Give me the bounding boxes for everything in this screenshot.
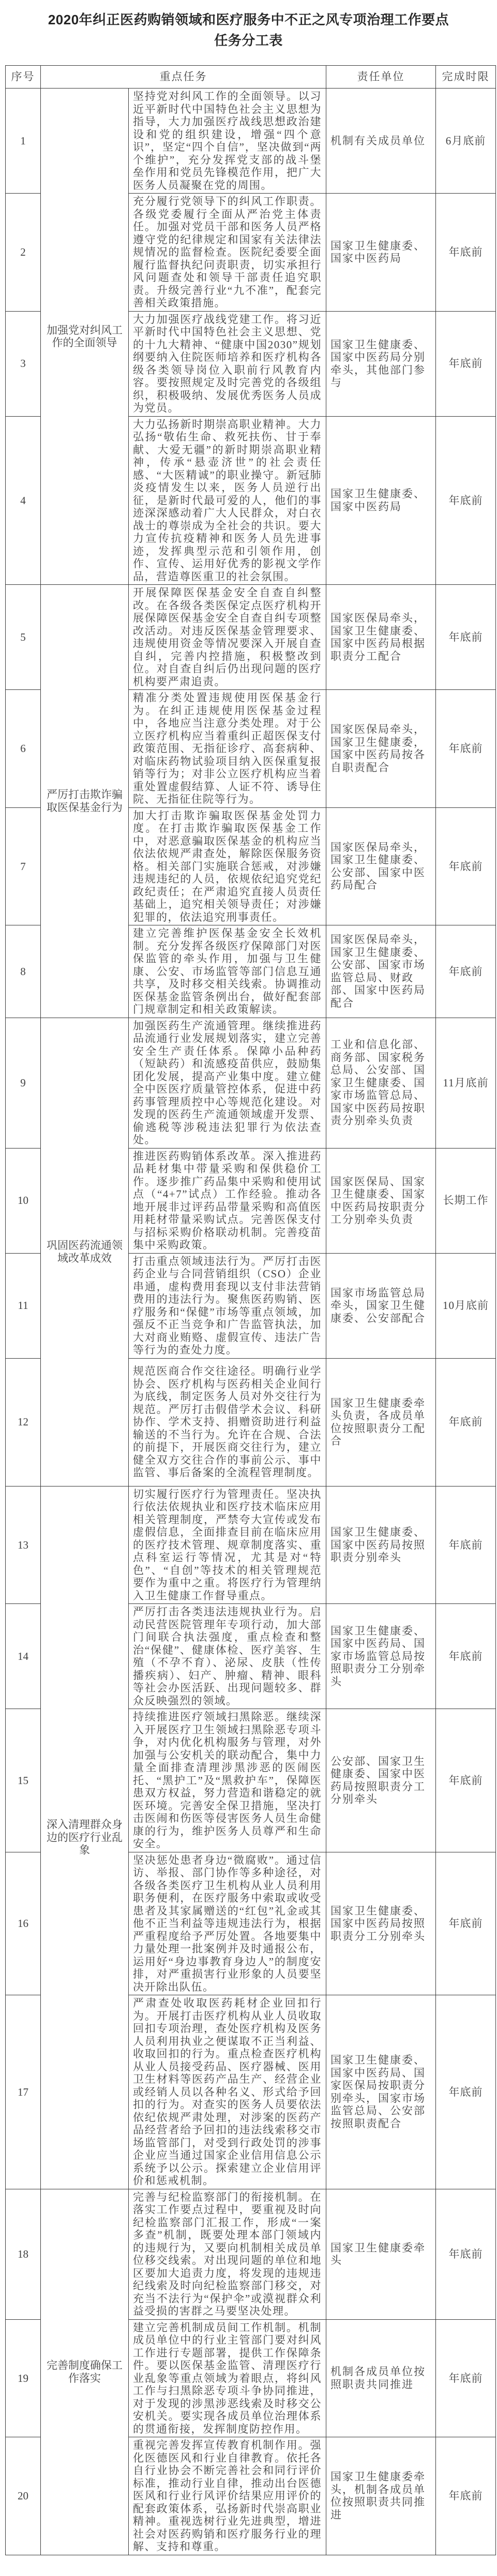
unit-cell: 国家卫生健康委牵头，机制各成员单位按照职责共同推进: [326, 2437, 436, 2555]
unit-cell: 国家医保局、国家卫生健康委、国家中医药局按职责分工分别牵头负责: [326, 1148, 436, 1253]
row-number: 18: [6, 2189, 41, 2319]
header-deadline: 完成时限: [436, 66, 496, 89]
task-cell: 规范医商合作交往途径。明确行业学协会、医疗机构与医药相关企业间行为底线，制定医务人员对外交往行为规范。严厉打击假借学术会议、科研协作、学术支持、捐赠资助进行利益输送的不当行为。允许在合规、合法的前提下，开展医商交往行为，建立健全双方交往合作的事前公示、事中监管、事后备案的全流程管理制度。: [129, 1358, 326, 1486]
task-cell: 建立完善维护医保基金安全长效机制。充分发挥各级医疗保障部门对医保监管的牵头作用，加强与卫生健康、公安、市场监管等部门信息互通共享，及时移交相关线索。协调推动医保基金监管条例出台，做好配套部门规章制定和相关政策解读。: [129, 925, 326, 1018]
task-cell: 持续推进医疗领域扫黑除恶。继续深入开展医疗卫生领域扫黑除恶专项斗争，对内优化机构服务与管理，对外加强与公安机关的联动配合，集中力量全面排查清理涉黑涉恶的医闹医托、“黑护工”及“黑救护车”，保障医患双方权益，努力营造和谐稳定的就医环境。完善安全保卫措施，坚决打击医闹和伤医等侵害医务人员生命健康的行为，维护医务人员尊严和生命安全。: [129, 1709, 326, 1852]
unit-cell: 国家卫生健康委、国家中医药局: [326, 416, 436, 585]
unit-cell: 国家卫生健康委、国家中医药局、国家市场监管总局按照职责分工分别牵头: [326, 1604, 436, 1709]
unit-cell: 国家医保局牵头，国家卫生健康委，国家中医药局按各自职责配合: [326, 690, 436, 808]
unit-cell: 国家市场监管总局牵头，国家卫生健康委、公安部配合: [326, 1253, 436, 1358]
deadline-cell: 年底前: [436, 194, 496, 312]
row-number: 13: [6, 1486, 41, 1604]
deadline-cell: 11月底前: [436, 1018, 496, 1148]
row-number: 17: [6, 1995, 41, 2189]
header-unit: 责任单位: [326, 66, 436, 89]
row-number: 4: [6, 416, 41, 585]
header-task: 重点任务: [41, 66, 326, 89]
row-number: 2: [6, 194, 41, 312]
task-cell: 完善与纪检监察部门的衔接机制。在落实工作要点过程中，要重视及时向纪检监察部门汇报工作，形成“一案多查”机制，既要处理本部门领域内的违规行为，又要向机制相关成员单位移交线索。对出现问题的单位和地区要加大追责力度，将发现的违规违纪线索及时向纪检监察部门移交，对充当不法行为“保护伞”或漠视群众利益受损的害群之马要坚决处理。: [129, 2189, 326, 2319]
unit-cell: 国家卫生健康委、国家中医药局分别牵头，其他部门参与: [326, 311, 436, 416]
unit-cell: 公安部、国家卫生健康委、国家中医药局按照职责分工分别牵头: [326, 1709, 436, 1852]
deadline-cell: 年底前: [436, 585, 496, 690]
task-cell: 坚决惩处患者身边“微腐败”。通过信访、举报、部门协作等多种途径，对各级各类医疗卫生机构从业人员利用职务便利，在医疗服务中索取或收受患者及其家属赠送的“红包”礼金或其他不正当利益等违规违法行为，根据严重程度给予严厉处置。各地要集中力量处理一批案例并及时通报公布，运用好“身边事教育身边人”的制度安排，对严重损害行业形象的人员要坚决开除出队伍。: [129, 1852, 326, 1995]
row-number: 10: [6, 1148, 41, 1253]
deadline-cell: 年底前: [436, 1709, 496, 1852]
table-header-row: [6, 66, 496, 89]
document-title: [16, 9, 481, 51]
deadline-cell: 6月底前: [436, 89, 496, 194]
deadline-cell: 年底前: [436, 1995, 496, 2189]
task-cell: 推进医药购销体系改革。深入推进药品耗材集中带量采购和保供稳价工作。逐步推广药品集中采购和使用试点（“4+7”试点）工作经验。推动各地开展非过评药品带量采购和高值医用耗材带量采购试点。完善医保支付与招标采购价格联动机制。完善疫苗集中采购政策。: [129, 1148, 326, 1253]
deadline-cell: 年底前: [436, 2189, 496, 2319]
table-row: [6, 2189, 496, 2319]
row-number: 9: [6, 1018, 41, 1148]
document-title-line2: 任务分工表: [214, 33, 283, 48]
deadline-cell: 年底前: [436, 1358, 496, 1486]
group-label-cell: 深入清理群众身边的医疗行业乱象: [41, 1486, 129, 2189]
deadline-cell: 年底前: [436, 1486, 496, 1604]
unit-cell: 机制各成员单位按照职责共同推进: [326, 2319, 436, 2437]
row-number: 19: [6, 2319, 41, 2437]
task-cell: 开展保障医保基金安全自查自纠整改。在各级各类医保定点医疗机构开展保障医保基金安全自查自纠专项整改活动。对违反医保基金管理要求、违规使用资金等情况要深入开展自查自纠，完善内控措施，积极整改到位。对自查自纠后仍出现问题的医疗机构要严肃追责。: [129, 585, 326, 690]
unit-cell: 国家医保局牵头，国家卫生健康委、国家中医药局根据职责分工配合: [326, 585, 436, 690]
task-cell: 充分履行党领导下的纠风工作职责。各级党委履行全面从严治党主体责任。加强对党员干部和医务人员严格遵守党的纪律规定和国家有关法律法规情况的监督检查。医院纪委要全面履行监督执纪问责职责，切实承担行风问题查处和领导干部责任追究职责。升级完善行业“九不准”，配套完善相关政策措施。: [129, 194, 326, 312]
deadline-cell: 年底前: [436, 1604, 496, 1709]
document-title-line1: 2020年纠正医药购销领域和医疗服务中不正之风专项治理工作要点: [48, 12, 449, 27]
row-number: 11: [6, 1253, 41, 1358]
table-row: [6, 585, 496, 690]
group-label-cell: 完善制度确保工作落实: [41, 2189, 129, 2555]
row-number: 8: [6, 925, 41, 1018]
unit-cell: 机制有关成员单位: [326, 89, 436, 194]
deadline-cell: 年底前: [436, 925, 496, 1018]
unit-cell: 国家卫生健康委、国家中医药局、国家医保局按职责分别牵头，国家市场监管总局、公安部按照职责配合: [326, 1995, 436, 2189]
task-cell: 严厉打击各类违法违规执业行为。启动民营医院管理年专项行动，加大部门间联合执法强度，重点检查和整治“保健”、健康体检、医疗美容、生殖（不孕不育）、泌尿、皮肤（性传播疾病）、妇产、肿瘤、精神、眼科等社会办医活跃、出现问题较多、群众反映强烈的领域。: [129, 1604, 326, 1709]
unit-cell: 国家卫生健康委、国家中医药局按照职责分工分别牵头: [326, 1852, 436, 1995]
unit-cell: 国家医保局牵头，国家卫生健康委、公安部、国家市场监管总局、财政部、国家中医药局配合: [326, 925, 436, 1018]
unit-cell: 国家卫生健康委、国家中医药局: [326, 194, 436, 312]
row-number: 1: [6, 89, 41, 194]
group-label-cell: 加强党对纠风工作的全面领导: [41, 89, 129, 585]
row-number: 7: [6, 807, 41, 925]
task-cell: 建立完善机制成员间工作机制。机制成员单位中的行业主管部门要对纠风工作进行专题部署，提供工作保障条件。要以医保基金监管、清理医疗行业乱象等重点领域为着眼点，将纠风工作与扫黑除恶专项斗争协同推进，对于发现的涉黑涉恶线索及时移交公安机关。要实现各成员单位治理体系的贯通衔接，发挥制度防控作用。: [129, 2319, 326, 2437]
group-label-cell: 巩固医药流通领域改革成效: [41, 1018, 129, 1486]
task-cell: 坚持党对纠风工作的全面领导。以习近平新时代中国特色社会主义思想为指导，大力加强医疗战线思想政治建设和党的组织建设，增强“四个意识”，坚定“四个自信”，坚决做到“两个维护”，充分发挥党支部的战斗堡垒作用和党员先锋模范作用，把广大医务人员凝聚在党的周围。: [129, 89, 326, 194]
task-cell: 打击重点领域违法行为。严厉打击医药企业与合同营销组织（CSO）企业串通，虚构费用套现以支付非法营销费用的违法行为。聚焦医药购销、医疗服务和“保健”市场等重点领域，加强反不正当竞争和广告监管执法，加大对商业贿赂、虚假宣传、违法广告等行为的查处力度。: [129, 1253, 326, 1358]
unit-cell: 工业和信息化部、商务部、国家税务总局、公安部、国家卫生健康委、国家市场监管总局、国家中医药局按职责分别牵头负责: [326, 1018, 436, 1148]
row-number: 15: [6, 1709, 41, 1852]
deadline-cell: 年底前: [436, 2437, 496, 2555]
unit-cell: 国家卫生健康委牵头: [326, 2189, 436, 2319]
task-cell: 加强医药生产流通管理。继续推进药品流通行业发展规划落实，建立完善安全生产责任体系。保障小品种药（短缺药）和流感疫苗供应，鼓励集团化发展，提高产业集中度。建立健全中医医疗质量管控体系，促进中药药事管理质控中心等规范化建设。对发现的医药生产流通领域虚开发票、偷逃税等涉税违法犯罪行为依法查处。: [129, 1018, 326, 1148]
table-row: [6, 89, 496, 194]
task-cell: 精准分类处置违规使用医保基金行为。在纠正违规使用医保基金过程中，各地应当注意分类处理。对于公立医疗机构应当着重纠正超医保支付政策范围、无指征诊疗、高套病种、对临床药物试验项目纳入医保重复报销等行为；对非公立医疗机构应当着重处置虚假结算、人证不符、诱导住院、无指征住院等行为。: [129, 690, 326, 808]
task-cell: 加大打击欺诈骗取医保基金处罚力度。在打击欺诈骗取医保基金工作中，对恶意骗取医保基金的机构应当依法依规严肃查处，解除医保服务资格。相关部门实施联合惩戒，对涉嫌违规违纪的人员，依规依纪追究党纪政纪责任；在严肃追究直接人员责任基础上，追究相关领导责任；对涉嫌犯罪的，依法追究刑事责任。: [129, 807, 326, 925]
row-number: 12: [6, 1358, 41, 1486]
deadline-cell: 年底前: [436, 311, 496, 416]
deadline-cell: 年底前: [436, 1852, 496, 1995]
task-cell: 大力弘扬新时期崇高职业精神。大力弘扬“敬佑生命、救死扶伤、甘于奉献、大爱无疆”的新时期崇高职业精神，传承“悬壶济世”的社会责任感、“大医精诚”的职业操守。新冠肺炎疫情发生以来，医务人员逆行出征，是新时代最可爱的人，他们的事迹深深感动着广大人民群众，对白衣战士的尊崇成为全社会的共识。要大力宣传抗疫精神和医务人员先进事迹，发挥典型示范和引领作用，创作、宣传、运用好优秀的影视文学作品，营造尊医重卫的社会氛围。: [129, 416, 326, 585]
task-cell: 大力加强医疗战线党建工作。将习近平新时代中国特色社会主义思想、党的十九大精神、“健康中国2030”规划纲要纳入住院医师培养和医疗机构各级各类领导岗位入职前行风教育内容。要按照规定及时完善党的各级组织，积极吸纳、发展优秀医务人员成为党员。: [129, 311, 326, 416]
deadline-cell: 年底前: [436, 807, 496, 925]
row-number: 20: [6, 2437, 41, 2555]
deadline-cell: 年底前: [436, 416, 496, 585]
unit-cell: 国家卫生健康委牵头负责，各成员单位按照职责分工配合: [326, 1358, 436, 1486]
row-number: 5: [6, 585, 41, 690]
table-row: [6, 1486, 496, 1604]
task-cell: 切实履行医疗行为管理责任。坚决执行依法依规执业和医疗技术临床应用相关管理制度，严禁夸大宣传或发布虚假信息，全面排查目前在临床应用的医疗技术管理、规章制度落实、重点科室运行等情况，尤其是对“特色”、“自创”等技术的相关管理规范要作为重中之重。将医疗行为管理纳入卫生健康工作督导重点。: [129, 1486, 326, 1604]
row-number: 3: [6, 311, 41, 416]
task-cell: 重视完善发挥宣传教育机制作用。强化医德医风和行业自律教育。依托各自行业协会不断完善社会和同行评价标准，推动行业自律，推动出台医德医风和行业行风评价结果应用评价的配套政策体系，弘扬新时代崇高职业精神。重视选树行业先进典型，增进社会对医药购销和医疗服务行业的理解、支持和尊重。: [129, 2437, 326, 2555]
unit-cell: 国家医保局牵头，国家卫生健康委、公安部、国家中医药局配合: [326, 807, 436, 925]
deadline-cell: 10月底前: [436, 1253, 496, 1358]
deadline-cell: 长期工作: [436, 1148, 496, 1253]
task-division-table: [5, 65, 496, 2555]
deadline-cell: 年底前: [436, 2319, 496, 2437]
deadline-cell: 年底前: [436, 690, 496, 808]
row-number: 6: [6, 690, 41, 808]
header-no: 序号: [6, 66, 41, 89]
task-cell: 严肃查处收取医药耗材企业回扣行为。开展打击医疗机构从业人员收取回扣专项治理，查处医疗机构及医务人员利用执业之便谋取不正当利益、收取回扣的行为。重点检查医疗机构从业人员接受药品、医疗器械、医用卫生材料等医药产品生产、经营企业或经销人员以各种名义、形式给予回扣的行为。对查实的医务人员要依法依纪依规严肃处理，对涉案的医药产品经营者给予回扣的违法线索移交市场监管部门，对受到行政处罚的涉事企业应当通过国家企业信用信息公示系统予以公示。探索建立企业信用评价和惩戒机制。: [129, 1995, 326, 2189]
unit-cell: 国家卫生健康委、国家中医药局按照职责分别牵头: [326, 1486, 436, 1604]
row-number: 16: [6, 1852, 41, 1995]
table-row: [6, 1018, 496, 1148]
group-label-cell: 严厉打击欺诈骗取医保基金行为: [41, 585, 129, 1018]
row-number: 14: [6, 1604, 41, 1709]
